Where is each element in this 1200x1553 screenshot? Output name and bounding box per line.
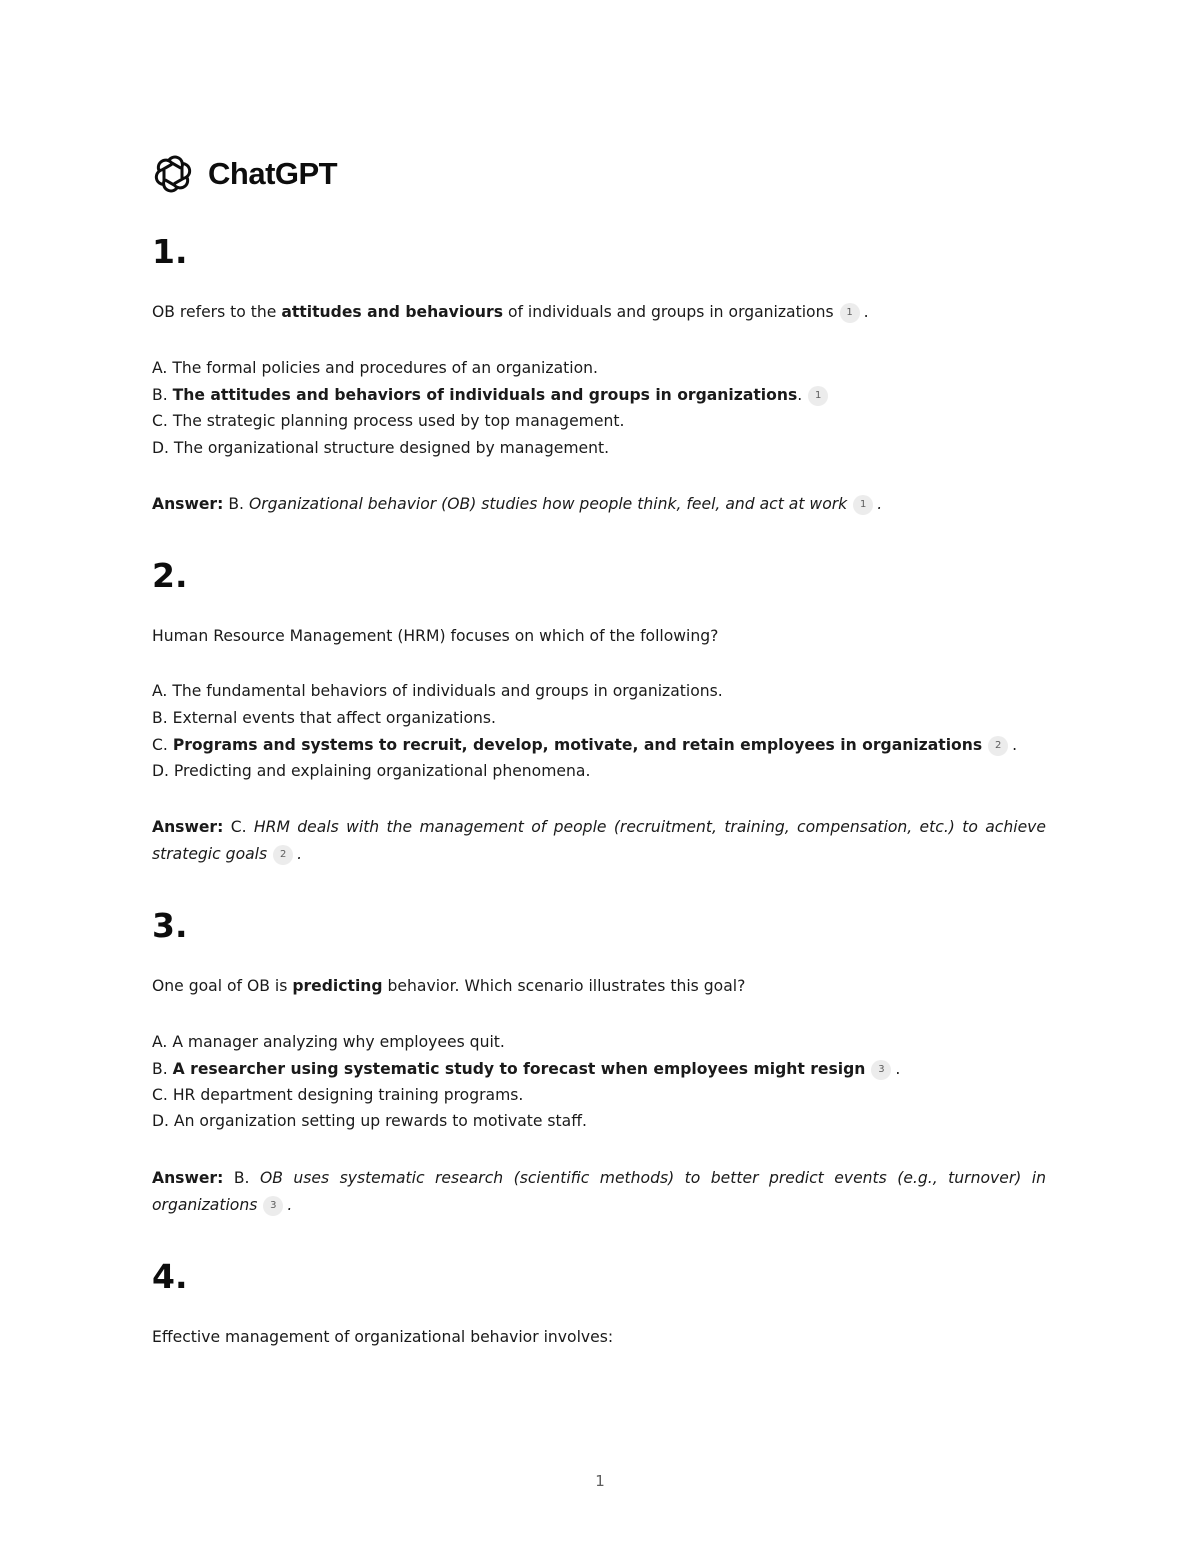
question-2-stem: Human Resource Management (HRM) focuses on which of the following? (152, 627, 719, 645)
question-1-heading: 1. (152, 232, 188, 271)
question-1-option-a: A. The formal policies and procedures of an organization. (152, 359, 598, 377)
citation-badge[interactable]: 2 (273, 845, 293, 865)
citation-badge[interactable]: 1 (840, 303, 860, 323)
question-4-stem: Effective management of organizational behavior involves: (152, 1328, 614, 1346)
brand-header (152, 152, 337, 196)
question-3-heading: 3. (152, 906, 188, 945)
question-2-option-d: D. Predicting and explaining organizational phenomena. (152, 762, 591, 780)
openai-logo-icon (152, 153, 194, 195)
citation-badge[interactable]: 1 (853, 495, 873, 515)
question-1-option-c: C. The strategic planning process used by top management. (152, 412, 625, 430)
citation-badge[interactable]: 3 (871, 1060, 891, 1080)
question-3-option-b: B. A researcher using systematic study to forecast when employees might resign 3 . (152, 1060, 901, 1078)
question-2-option-a: A. The fundamental behaviors of individuals and groups in organizations. (152, 682, 723, 700)
question-4-heading: 4. (152, 1257, 188, 1296)
question-2-option-c: C. Programs and systems to recruit, develop, motivate, and retain employees in organizations 2 . (152, 736, 1018, 754)
question-2-answer: Answer: C. HRM deals with the management of people (recruitment, training, compensation, etc.) to achieve strategic goals 2 . (152, 818, 1046, 863)
question-1-stem: OB refers to the attitudes and behaviours of individuals and groups in organizations 1 . (152, 303, 869, 321)
question-1-option-d: D. The organizational structure designed by management. (152, 439, 610, 457)
question-3-option-c: C. HR department designing training programs. (152, 1086, 524, 1104)
citation-badge[interactable]: 1 (808, 386, 828, 406)
question-2-heading: 2. (152, 556, 188, 595)
question-3-answer: Answer: B. OB uses systematic research (scientific methods) to better predict events (e.g., turnover) in organizations 3 . (152, 1169, 1046, 1214)
question-2-option-b: B. External events that affect organizations. (152, 709, 496, 727)
question-1-answer: Answer: B. Organizational behavior (OB) studies how people think, feel, and act at work 1 . (152, 495, 883, 513)
answer-label: Answer: (152, 495, 224, 513)
citation-badge[interactable]: 3 (263, 1196, 283, 1216)
brand-title: ChatGPT (208, 156, 338, 191)
question-3-option-a: A. A manager analyzing why employees quit. (152, 1033, 505, 1051)
question-3-stem: One goal of OB is predicting behavior. Which scenario illustrates this goal? (152, 977, 746, 995)
citation-badge[interactable]: 2 (988, 736, 1008, 756)
answer-label: Answer: (152, 1169, 224, 1187)
question-3-option-d: D. An organization setting up rewards to motivate staff. (152, 1112, 587, 1130)
answer-label: Answer: (152, 818, 224, 836)
page-number: 1 (595, 1472, 605, 1490)
question-1-option-b: B. The attitudes and behaviors of individuals and groups in organizations. 1 (152, 382, 1046, 409)
